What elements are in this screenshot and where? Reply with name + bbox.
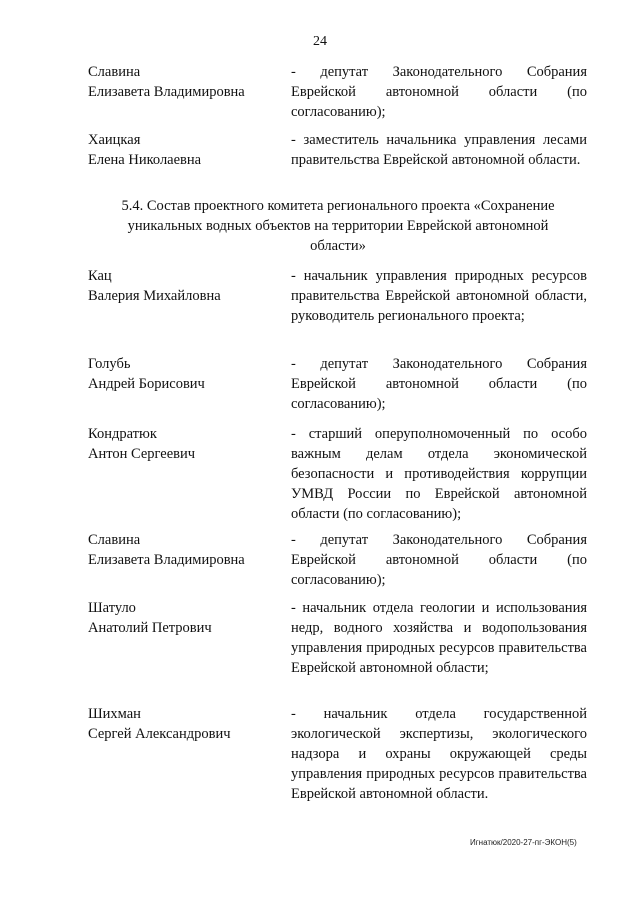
member-role: - депутат Законодательного Собрания Еврейской автономной области (по согласованию); xyxy=(291,532,587,588)
member-surname: Кац xyxy=(88,268,112,284)
member-given-names: Елизавета Владимировна xyxy=(88,552,245,568)
member-name xyxy=(88,354,283,394)
member-role: - начальник отдела геологии и использования недр, водного хозяйства и водопользования управления природных ресурсов правительства Еврейской автономной области; xyxy=(291,600,587,676)
member-name xyxy=(88,62,283,102)
member-given-names: Валерия Михайловна xyxy=(88,288,221,304)
member-role: - начальник отдела государственной экологической экспертизы, экологического надзора и охраны окружающей среды управления природных ресурсов правительства Еврейской автономной области. xyxy=(291,706,587,802)
member-given-names: Елена Николаевна xyxy=(88,152,202,168)
member-name xyxy=(88,130,283,170)
member-surname: Славина xyxy=(88,532,141,548)
member-name xyxy=(88,424,283,464)
member-given-names: Анатолий Петрович xyxy=(88,620,212,636)
member-name xyxy=(88,704,283,744)
section-heading: 5.4. Состав проектного комитета регионального проекта «Сохранение уникальных водных объектов на территории Еврейской автономной области» xyxy=(121,198,555,254)
member-given-names: Андрей Борисович xyxy=(88,376,205,392)
member-name xyxy=(88,266,283,306)
member-given-names: Антон Сергеевич xyxy=(88,446,196,462)
member-given-names: Елизавета Владимировна xyxy=(88,84,245,100)
document-code: Игнатюк/2020-27-пг-ЭКОН(5) xyxy=(470,838,577,847)
member-surname: Славина xyxy=(88,64,141,80)
member-role: - депутат Законодательного Собрания Еврейской автономной области (по согласованию); xyxy=(291,356,587,412)
page-number: 24 xyxy=(313,34,327,49)
member-role: - заместитель начальника управления лесами правительства Еврейской автономной области. xyxy=(291,132,587,168)
member-surname: Хаицкая xyxy=(88,132,141,148)
member-role: - начальник управления природных ресурсов правительства Еврейской автономной области, руководитель регионального проекта; xyxy=(291,268,587,324)
member-surname: Голубь xyxy=(88,356,131,372)
member-name xyxy=(88,598,283,638)
member-role: - старший оперуполномоченный по особо важным делам отдела экономической безопасности и противодействия коррупции УМВД России по Еврейской автономной области (по согласованию); xyxy=(291,426,587,522)
member-given-names: Сергей Александрович xyxy=(88,726,231,742)
member-surname: Шихман xyxy=(88,706,141,722)
member-role: - депутат Законодательного Собрания Еврейской автономной области (по согласованию); xyxy=(291,64,587,120)
member-name xyxy=(88,530,283,570)
member-surname: Шатуло xyxy=(88,600,136,616)
member-surname: Кондратюк xyxy=(88,426,157,442)
